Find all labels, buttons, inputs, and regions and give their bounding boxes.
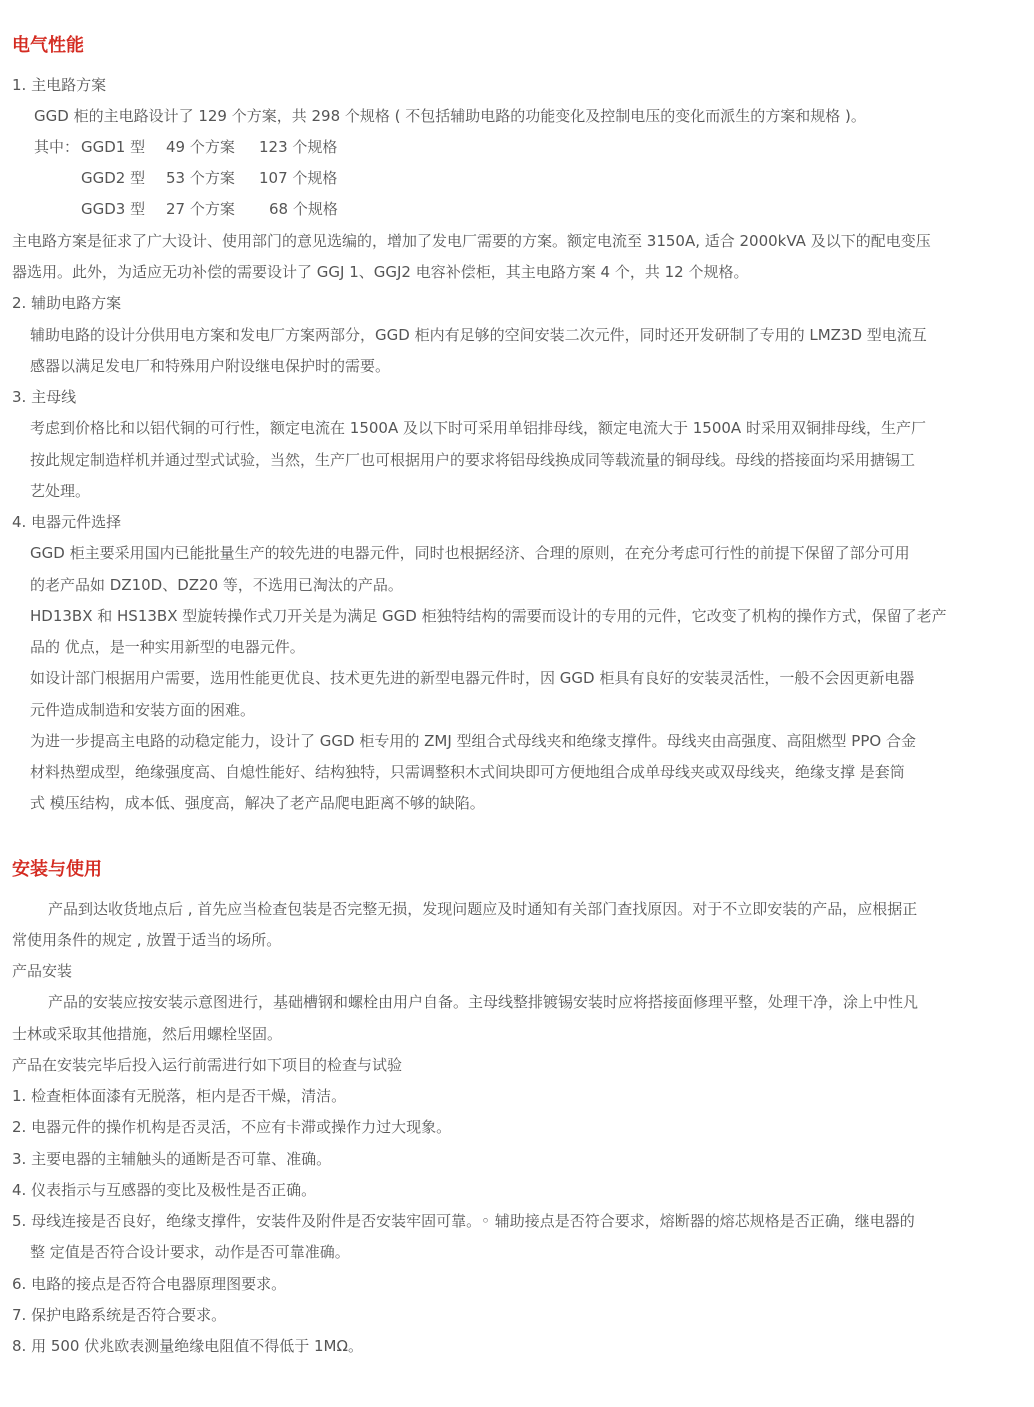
check-item: 2. 电器元件的操作机构是否灵活，不应有卡滞或操作力过大现象。 [12, 1118, 452, 1136]
paragraph: HD13BX 和 HS13BX 型旋转操作式刀开关是为满足 GGD 柜独特结构的需要而设计的专用的元件，它改变了机构的操作方式，保留了老产 [30, 607, 947, 625]
paragraph: 按此规定制造样机并通过型式试验，当然，生产厂也可根据用户的要求将铝母线换成同等载流量的铜母线。母线的搭接面均采用搪锡工 [30, 451, 916, 469]
among-label: 其中： [34, 138, 80, 156]
check-item: 1. 检查柜体面漆有无脱落，柜内是否干燥，清洁。 [12, 1087, 347, 1105]
spec-schemes: 27 个方案 [166, 200, 235, 218]
check-item: 7. 保护电路系统是否符合要求。 [12, 1306, 227, 1324]
paragraph: GGD 柜主要采用国内已能批量生产的较先进的电器元件，同时也根据经济、合理的原则，在充分考虑可行性的前提下保留了部分可用 [30, 544, 910, 562]
spec-specs: 107 个规格 [259, 169, 338, 187]
heading-checks: 产品在安装完毕后投入运行前需进行如下项目的检查与试验 [12, 1056, 403, 1074]
paragraph: 元件造成制造和安装方面的困难。 [30, 701, 256, 719]
paragraph: 常使用条件的规定 , 放置于适当的场所。 [12, 931, 282, 949]
check-item: 3. 主要电器的主辅触头的通断是否可靠、准确。 [12, 1150, 332, 1168]
paragraph: 考虑到价格比和以铝代铜的可行性，额定电流在 1500A 及以下时可采用单铝排母线，额定电流大于 1500A 时采用双铜排母线，生产厂 [30, 419, 926, 437]
paragraph: 的老产品如 DZ10D、DZ20 等，不选用已淘汰的产品。 [30, 576, 403, 594]
heading-main-busbar: 3. 主母线 [12, 388, 77, 406]
spec-model: GGD2 型 [81, 169, 146, 187]
paragraph: 辅助电路的设计分供用电方案和发电厂方案两部分，GGD 柜内有足够的空间安装二次元件，同时还开发研制了专用的 LMZ3D 型电流互 [30, 326, 927, 344]
paragraph: 主电路方案是征求了广大设计、使用部门的意见选编的，增加了发电厂需要的方案。额定电流至 3150A, 适合 2000kVA 及以下的配电变压 [12, 232, 931, 250]
spec-model: GGD3 型 [81, 200, 146, 218]
heading-product-install: 产品安装 [12, 962, 73, 980]
check-item: 5. 母线连接是否良好，绝缘支撑件，安装件及附件是否安装牢固可靠。◦ 辅助接点是否符合要求，熔断器的熔芯规格是否正确，继电器的 [12, 1212, 915, 1230]
paragraph: 式 模压结构，成本低、强度高，解决了老产品爬电距离不够的缺陷。 [30, 794, 485, 812]
section-title-electrical-performance: 电气性能 [12, 35, 84, 56]
check-item-continued: 整 定值是否符合设计要求，动作是否可靠准确。 [30, 1243, 350, 1261]
paragraph: GGD 柜的主电路设计了 129 个方案，共 298 个规格 ( 不包括辅助电路的功能变化及控制电压的变化而派生的方案和规格 )。 [34, 107, 866, 125]
paragraph: 产品到达收货地点后 , 首先应当检查包装是否完整无损，发现问题应及时通知有关部门查找原因。对于不立即安装的产品，应根据正 [48, 900, 918, 918]
spec-schemes: 49 个方案 [166, 138, 235, 156]
spec-specs: 123 个规格 [259, 138, 338, 156]
check-item: 4. 仪表指示与互感器的变比及极性是否正确。 [12, 1181, 317, 1199]
section-title-installation: 安装与使用 [12, 859, 102, 880]
paragraph: 品的 优点，是一种实用新型的电器元件。 [30, 638, 305, 656]
paragraph: 感器以满足发电厂和特殊用户附设继电保护时的需要。 [30, 357, 391, 375]
paragraph: 如设计部门根据用户需要，选用性能更优良、技术更先进的新型电器元件时，因 GGD 柜具有良好的安装灵活性，一般不会因更新电器 [30, 669, 915, 687]
paragraph: 产品的安装应按安装示意图进行，基础槽钢和螺栓由用户自备。主母线整排镀锡安装时应将搭接面修理平整，处理干净，涂上中性凡 [48, 993, 919, 1011]
heading-component-selection: 4. 电器元件选择 [12, 513, 122, 531]
spec-specs: 68 个规格 [269, 200, 338, 218]
paragraph: 为进一步提高主电路的动稳定能力，设计了 GGD 柜专用的 ZMJ 型组合式母线夹和绝缘支撑件。母线夹由高强度、高阻燃型 PPO 合金 [30, 732, 916, 750]
paragraph: 士林或采取其他措施，然后用螺栓坚固。 [12, 1025, 283, 1043]
paragraph: 艺处理。 [30, 482, 91, 500]
spec-schemes: 53 个方案 [166, 169, 235, 187]
paragraph: 材料热塑成型，绝缘强度高、自熄性能好、结构独特，只需调整积木式间块即可方便地组合成单母线夹或双母线夹，绝缘支撑 是套筒 [30, 763, 905, 781]
paragraph: 器选用。此外，为适应无功补偿的需要设计了 GGJ 1、GGJ2 电容补偿柜，其主电路方案 4 个，共 12 个规格。 [12, 263, 749, 281]
heading-main-circuit: 1. 主电路方案 [12, 76, 107, 94]
check-item: 6. 电路的接点是否符合电器原理图要求。 [12, 1275, 287, 1293]
check-item: 8. 用 500 伏兆欧表测量绝缘电阻值不得低于 1MΩ。 [12, 1337, 363, 1355]
spec-model: GGD1 型 [81, 138, 146, 156]
heading-aux-circuit: 2. 辅助电路方案 [12, 294, 122, 312]
